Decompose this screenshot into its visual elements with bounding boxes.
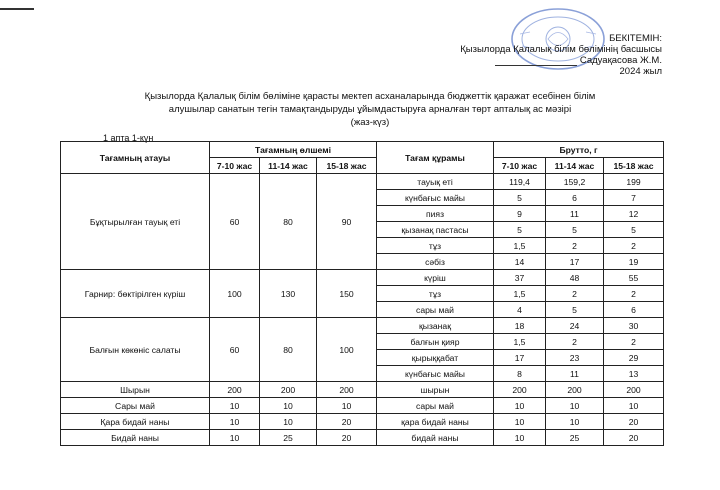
- ingredient-brutto: 12: [604, 206, 664, 222]
- approval-name: Садуақасова Ж.М.: [579, 55, 662, 66]
- table-row: [61, 318, 664, 334]
- ingredient-brutto: 10: [494, 414, 546, 430]
- ingredient-brutto: 48: [546, 270, 604, 286]
- table-row: [61, 414, 664, 430]
- dish-portion: 200: [260, 382, 317, 398]
- dish-portion: 200: [210, 382, 260, 398]
- ingredient-name: тұз: [377, 286, 494, 302]
- ingredient-name: қызанақ: [377, 318, 494, 334]
- ingredient-brutto: 10: [546, 414, 604, 430]
- ingredient-brutto: 2: [604, 334, 664, 350]
- approval-label: БЕКІТЕМІН:: [609, 33, 662, 44]
- ingredient-name: күріш: [377, 270, 494, 286]
- ingredient-brutto: 5: [494, 190, 546, 206]
- ingredient-brutto: 13: [604, 366, 664, 382]
- ingredient-name: шырын: [377, 382, 494, 398]
- table-row: [61, 382, 664, 398]
- header-dish-name: Тағамның атауы: [61, 142, 210, 174]
- dish-name: Балғын көкөніс салаты: [61, 318, 210, 382]
- ingredient-brutto: 18: [494, 318, 546, 334]
- dish-portion: 25: [260, 430, 317, 446]
- ingredient-name: пияз: [377, 206, 494, 222]
- ingredient-brutto: 159,2: [546, 174, 604, 190]
- header-portion-age: 15-18 жас: [317, 158, 377, 174]
- ingredient-brutto: 199: [604, 174, 664, 190]
- ingredient-brutto: 11: [546, 206, 604, 222]
- ingredient-name: сары май: [377, 302, 494, 318]
- dish-portion: 150: [317, 270, 377, 318]
- ingredient-brutto: 20: [604, 414, 664, 430]
- dish-portion: 10: [210, 430, 260, 446]
- ingredient-brutto: 17: [546, 254, 604, 270]
- header-portion: Тағамның өлшемі: [210, 142, 377, 158]
- dish-portion: 10: [210, 414, 260, 430]
- signature-line: [495, 65, 577, 66]
- ingredient-name: қызанақ пастасы: [377, 222, 494, 238]
- ingredient-brutto: 10: [604, 398, 664, 414]
- ingredient-brutto: 19: [604, 254, 664, 270]
- dish-portion: 100: [317, 318, 377, 382]
- table-row: [61, 270, 664, 286]
- ingredient-brutto: 1,5: [494, 334, 546, 350]
- ingredient-name: қырыққабат: [377, 350, 494, 366]
- header-brutto-age: 11-14 жас: [546, 158, 604, 174]
- ingredient-name: күнбағыс майы: [377, 190, 494, 206]
- ingredient-brutto: 10: [546, 398, 604, 414]
- ingredient-name: тауық еті: [377, 174, 494, 190]
- ingredient-name: сары май: [377, 398, 494, 414]
- ingredient-brutto: 2: [546, 238, 604, 254]
- ingredient-brutto: 25: [546, 430, 604, 446]
- ingredient-brutto: 200: [604, 382, 664, 398]
- menu-table-body: [61, 174, 664, 446]
- ingredient-brutto: 1,5: [494, 238, 546, 254]
- ingredient-brutto: 5: [546, 222, 604, 238]
- ingredient-brutto: 24: [546, 318, 604, 334]
- dish-portion: 20: [317, 430, 377, 446]
- dish-portion: 10: [260, 414, 317, 430]
- ingredient-brutto: 10: [494, 398, 546, 414]
- ingredient-name: бидай наны: [377, 430, 494, 446]
- ingredient-brutto: 29: [604, 350, 664, 366]
- ingredient-brutto: 5: [494, 222, 546, 238]
- header-brutto: Брутто, г: [494, 142, 664, 158]
- ingredient-brutto: 1,5: [494, 286, 546, 302]
- dish-name: Гарнир: бөктірілген күріш: [61, 270, 210, 318]
- header-portion-age: 11-14 жас: [260, 158, 317, 174]
- ingredient-name: тұз: [377, 238, 494, 254]
- dish-portion: 20: [317, 414, 377, 430]
- ingredient-brutto: 23: [546, 350, 604, 366]
- ingredient-brutto: 5: [546, 302, 604, 318]
- ingredient-name: күнбағыс майы: [377, 366, 494, 382]
- ingredient-brutto: 200: [546, 382, 604, 398]
- ingredient-brutto: 7: [604, 190, 664, 206]
- ingredient-brutto: 6: [604, 302, 664, 318]
- ingredient-name: балғын қияр: [377, 334, 494, 350]
- ingredient-brutto: 2: [604, 238, 664, 254]
- ingredient-brutto: 20: [604, 430, 664, 446]
- table-row: [61, 398, 664, 414]
- ingredient-brutto: 37: [494, 270, 546, 286]
- week-day-label: 1 апта 1-күн: [103, 133, 154, 143]
- ingredient-brutto: 200: [494, 382, 546, 398]
- menu-table: [60, 141, 664, 446]
- ingredient-name: сәбіз: [377, 254, 494, 270]
- ingredient-brutto: 10: [494, 430, 546, 446]
- approval-signature-row: [460, 55, 662, 66]
- ingredient-brutto: 14: [494, 254, 546, 270]
- dish-portion: 10: [317, 398, 377, 414]
- dish-name: Бұқтырылған тауық еті: [61, 174, 210, 270]
- dish-portion: 10: [210, 398, 260, 414]
- header-brutto-age: 7-10 жас: [494, 158, 546, 174]
- dish-portion: 80: [260, 174, 317, 270]
- dish-portion: 100: [210, 270, 260, 318]
- document-title: [80, 90, 660, 129]
- ingredient-brutto: 4: [494, 302, 546, 318]
- approval-block: [460, 33, 662, 77]
- dish-portion: 200: [317, 382, 377, 398]
- ingredient-name: қара бидай наны: [377, 414, 494, 430]
- header-portion-age: 7-10 жас: [210, 158, 260, 174]
- ingredient-brutto: 17: [494, 350, 546, 366]
- dish-name: Қара бидай наны: [61, 414, 210, 430]
- ingredient-brutto: 5: [604, 222, 664, 238]
- dish-portion: 10: [260, 398, 317, 414]
- dish-name: Сары май: [61, 398, 210, 414]
- ingredient-brutto: 119,4: [494, 174, 546, 190]
- dish-portion: 80: [260, 318, 317, 382]
- table-row: [61, 430, 664, 446]
- ingredient-brutto: 8: [494, 366, 546, 382]
- dish-portion: 60: [210, 174, 260, 270]
- ingredient-brutto: 30: [604, 318, 664, 334]
- table-row: [61, 174, 664, 190]
- dish-portion: 90: [317, 174, 377, 270]
- dish-name: Бидай наны: [61, 430, 210, 446]
- dish-portion: 60: [210, 318, 260, 382]
- header-brutto-age: 15-18 жас: [604, 158, 664, 174]
- header-composition: Тағам құрамы: [377, 142, 494, 174]
- approval-year: 2024 жыл: [619, 66, 662, 77]
- ingredient-brutto: 9: [494, 206, 546, 222]
- ingredient-brutto: 6: [546, 190, 604, 206]
- top-rule: [0, 8, 34, 10]
- ingredient-brutto: 11: [546, 366, 604, 382]
- title-line-3: (жаз-күз): [350, 117, 390, 128]
- title-line-1: Қызылорда Қалалық білім бөліміне қарасты мектеп асханаларында бюджеттік қаражат есебінен білім: [144, 91, 596, 102]
- title-line-2: алушылар санатын тегін тамақтандыруды ұйымдастыруға арналған төрт апталық ас мәзірі: [168, 104, 572, 115]
- ingredient-brutto: 55: [604, 270, 664, 286]
- ingredient-brutto: 2: [604, 286, 664, 302]
- ingredient-brutto: 2: [546, 286, 604, 302]
- dish-name: Шырын: [61, 382, 210, 398]
- approval-position: Қызылорда Қалалық білім бөлімінің басшысы: [460, 44, 662, 55]
- dish-portion: 130: [260, 270, 317, 318]
- ingredient-brutto: 2: [546, 334, 604, 350]
